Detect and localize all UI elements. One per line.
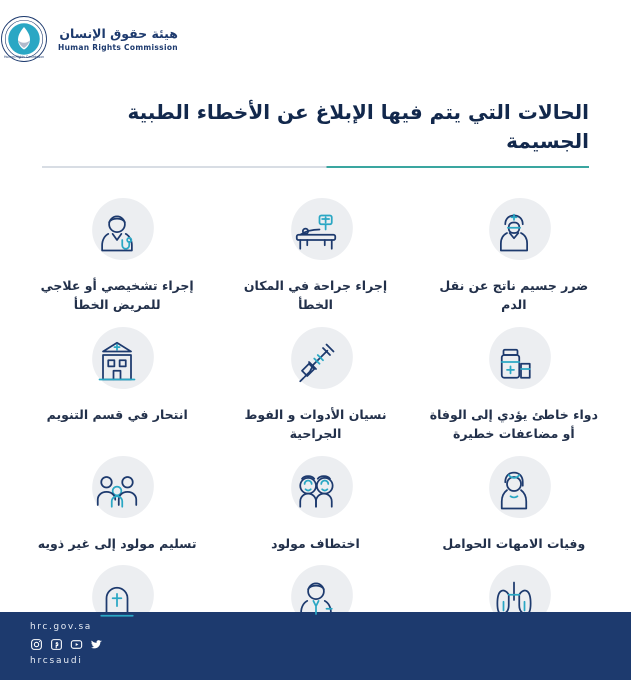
icon-container [471, 454, 557, 528]
case-item [415, 450, 613, 555]
icon-container [74, 454, 160, 528]
social-links [30, 638, 103, 651]
patient-limb-loss-icon [288, 572, 344, 628]
case-item [216, 450, 414, 555]
website-url[interactable]: hrc.gov.sa [30, 622, 92, 632]
case-label: إجراء جراحة في المكان الخطأ [243, 278, 388, 313]
case-label: دواء خاطئ يؤدي إلى الوفاة أو مضاعفات خطيرة [429, 406, 598, 442]
case-item [415, 321, 613, 446]
two-babies-icon [288, 463, 344, 519]
page-header [0, 0, 631, 78]
case-label: نسيان الأدوات و الفوط الجراحية [244, 406, 387, 442]
syringe-icon [288, 334, 344, 390]
icon-container [273, 196, 359, 270]
case-label: وفيات الامهات الحوامل [442, 535, 586, 551]
facebook-icon[interactable] [50, 638, 63, 651]
case-label: ضرر جسيم ناتج عن نقل الدم [439, 278, 589, 313]
family-handover-icon [89, 463, 145, 519]
case-item [216, 192, 414, 317]
case-item [216, 321, 414, 446]
org-name-arabic: هيئة حقوق الإنسان [59, 25, 178, 41]
title-band [0, 84, 631, 184]
icon-container [471, 196, 557, 270]
hospital-building-icon [89, 334, 145, 390]
nurse-blood-transfusion-icon [486, 205, 542, 261]
operating-table-icon [288, 205, 344, 261]
hrc-emblem-logo-icon [0, 15, 48, 63]
doctor-diagnosis-icon [89, 205, 145, 261]
footer-content [30, 622, 103, 666]
icon-container [74, 196, 160, 270]
case-label: تسليم مولود إلى غير ذويه [37, 535, 197, 551]
org-name-english: Human Rights Commission [58, 43, 178, 53]
youtube-icon[interactable] [70, 638, 83, 651]
twitter-icon[interactable] [90, 638, 103, 651]
brand-text [58, 26, 178, 53]
case-item [18, 192, 216, 317]
icon-container [471, 325, 557, 399]
tombstone-icon [89, 572, 145, 628]
cases-grid [0, 184, 631, 684]
brand-block [0, 15, 178, 63]
icon-container [273, 454, 359, 528]
social-handle: hrcsaudi [30, 656, 83, 666]
lungs-icon [486, 572, 542, 628]
case-item [415, 192, 613, 317]
case-item [18, 321, 216, 446]
icon-container [74, 325, 160, 399]
page-title: الحالات التي يتم فيها الإبلاغ عن الأخطاء الطبية الجسيمة [127, 100, 589, 153]
title-divider [42, 166, 589, 168]
case-label: انتحار في قسم التنويم [46, 406, 188, 422]
case-label: إجراء تشخيصي أو علاجي للمريض الخطأ [40, 278, 194, 313]
case-item [18, 450, 216, 555]
icon-container [273, 325, 359, 399]
pregnant-woman-icon [486, 463, 542, 519]
case-label: اختطاف مولود [271, 535, 360, 551]
instagram-icon[interactable] [30, 638, 43, 651]
medicine-bottle-icon [486, 334, 542, 390]
svg-text:Human Rights Commission: Human Rights Commission [4, 54, 44, 59]
